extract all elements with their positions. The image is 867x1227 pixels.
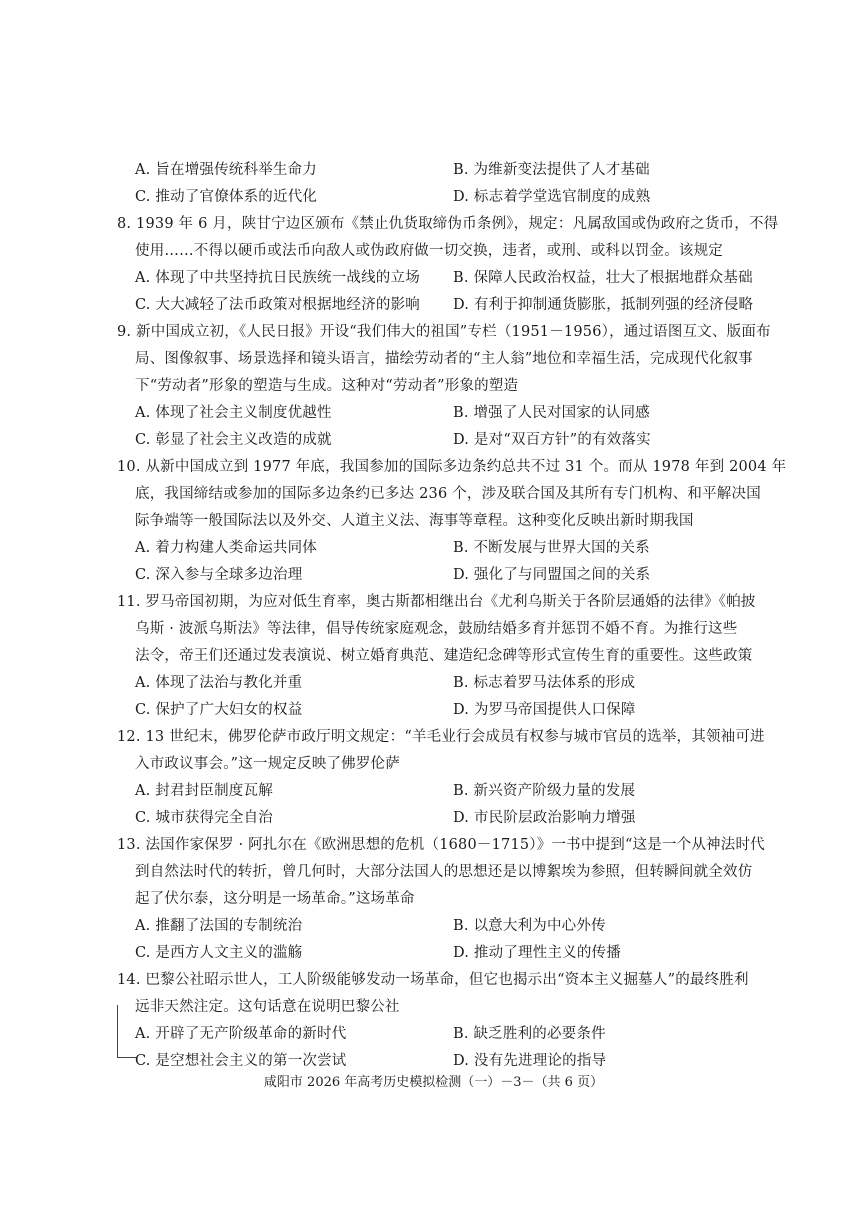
q10-stem-line-2: 底，我国缔结或参加的国际多边条约已多达 236 个，涉及联合国及其所有专门机构、和平解决国 (135, 486, 761, 502)
q11-stem-line-1: 11. 罗马帝国初期，为应对低生育率，奥古斯都相继出台《尤利乌斯关于各阶层通婚的法律》《帕披 (117, 594, 756, 610)
q9-option-b: B. 增强了人民对国家的认同感 (453, 405, 650, 421)
q14-option-c: C. 是空想社会主义的第一次尝试 (135, 1053, 347, 1069)
q11-option-b: B. 标志着罗马法体系的形成 (453, 675, 636, 691)
q8-stem-line-1: 8. 1939 年 6 月，陕甘宁边区颁布《禁止仇货取缔伪币条例》，规定：凡属敌国或伪政府之货币，不得 (117, 216, 779, 232)
q13-option-d: D. 推动了理性主义的传播 (453, 945, 621, 961)
margin-bracket-mark (117, 1005, 136, 1058)
q11-option-c: C. 保护了广大妇女的权益 (135, 702, 303, 718)
q10-option-c: C. 深入参与全球多边治理 (135, 567, 303, 583)
q7-option-a: A. 旨在增强传统科举生命力 (135, 162, 317, 178)
q13-option-a: A. 推翻了法国的专制统治 (135, 918, 303, 934)
q10-stem-line-3: 际争端等一般国际法以及外交、人道主义法、海事等章程。这种变化反映出新时期我国 (135, 513, 694, 529)
q7-option-c: C. 推动了官僚体系的近代化 (135, 189, 318, 205)
q13-stem-line-3: 起了伏尔泰，这分明是一场革命。”这场革命 (135, 891, 415, 907)
q8-option-d: D. 有利于抑制通货膨胀，抵制列强的经济侵略 (453, 297, 754, 313)
q12-stem-line-2: 入市政议事会。”这一规定反映了佛罗伦萨 (135, 756, 400, 772)
q13-option-c: C. 是西方人文主义的滥觞 (135, 945, 303, 961)
q14-option-d: D. 没有先进理论的指导 (453, 1053, 607, 1069)
q9-stem-line-1: 9. 新中国成立初，《人民日报》开设“我们伟大的祖国”专栏（1951－1956），通过语图互文、版面布 (117, 324, 771, 340)
q13-stem-line-2: 到自然法时代的转折，曾几何时，大部分法国人的思想还是以博絮埃为参照，但转瞬间就全效仿 (135, 864, 753, 880)
q8-option-b: B. 保障人民政治权益，壮大了根据地群众基础 (453, 270, 753, 286)
q12-stem-line-1: 12. 13 世纪末，佛罗伦萨市政厅明文规定：“羊毛业行会成员有权参与城市官员的选举，其领袖可进 (117, 729, 765, 745)
q14-stem-line-2: 远非天然注定。这句话意在说明巴黎公社 (135, 999, 400, 1015)
q9-stem-line-3: 下“劳动者”形象的塑造与生成。这种对“劳动者”形象的塑造 (135, 378, 519, 394)
q12-option-d: D. 市民阶层政治影响力增强 (453, 810, 636, 826)
page-footer: 咸阳市 2026 年高考历史模拟检测（一）－3－（共 6 页） (263, 1075, 604, 1090)
q11-stem-line-3: 法令，帝王们还通过发表演说、树立婚育典范、建造纪念碑等形式宣传生育的重要性。这些政策 (135, 648, 753, 664)
q10-option-d: D. 强化了与同盟国之间的关系 (453, 567, 651, 583)
q14-stem-line-1: 14. 巴黎公社昭示世人，工人阶级能够发动一场革命，但它也揭示出“资本主义掘墓人”的最终胜利 (117, 972, 749, 988)
q10-option-a: A. 着力构建人类命运共同体 (135, 540, 317, 556)
q10-stem-line-1: 10. 从新中国成立到 1977 年底，我国参加的国际多边条约总共不过 31 个。而从 1978 年到 2004 年 (117, 459, 787, 475)
q14-option-b: B. 缺乏胜利的必要条件 (453, 1026, 606, 1042)
q14-option-a: A. 开辟了无产阶级革命的新时代 (135, 1026, 347, 1042)
q8-stem-line-2: 使用……不得以硬币或法币向敌人或伪政府做一切交换，违者，或刑、或科以罚金。该规定 (135, 243, 723, 259)
q12-option-b: B. 新兴资产阶级力量的发展 (453, 783, 636, 799)
q11-stem-line-2: 乌斯 · 波派乌斯法》等法律，倡导传统家庭观念，鼓励结婚多育并惩罚不婚不育。为推行这些 (135, 621, 738, 637)
q8-option-c: C. 大大减轻了法币政策对根据地经济的影响 (135, 297, 420, 313)
q9-option-d: D. 是对“双百方针”的有效落实 (453, 432, 651, 448)
q13-option-b: B. 以意大利为中心外传 (453, 918, 606, 934)
q12-option-c: C. 城市获得完全自治 (135, 810, 273, 826)
q7-option-d: D. 标志着学堂选官制度的成熟 (453, 189, 651, 205)
q13-stem-line-1: 13. 法国作家保罗 · 阿扎尔在《欧洲思想的危机（1680－1715）》一书中提到“这是一个从神法时代 (117, 837, 765, 853)
q10-option-b: B. 不断发展与世界大国的关系 (453, 540, 650, 556)
q9-option-c: C. 彰显了社会主义改造的成就 (135, 432, 332, 448)
q9-stem-line-2: 局、图像叙事、场景选择和镜头语言，描绘劳动者的“主人翁”地位和幸福生活，完成现代化叙事 (135, 351, 753, 367)
q9-option-a: A. 体现了社会主义制度优越性 (135, 405, 332, 421)
q12-option-a: A. 封君封臣制度瓦解 (135, 783, 273, 799)
q11-option-a: A. 体现了法治与教化并重 (135, 675, 303, 691)
q8-option-a: A. 体现了中共坚持抗日民族统一战线的立场 (135, 270, 420, 286)
q11-option-d: D. 为罗马帝国提供人口保障 (453, 702, 636, 718)
q7-option-b: B. 为维新变法提供了人才基础 (453, 162, 650, 178)
